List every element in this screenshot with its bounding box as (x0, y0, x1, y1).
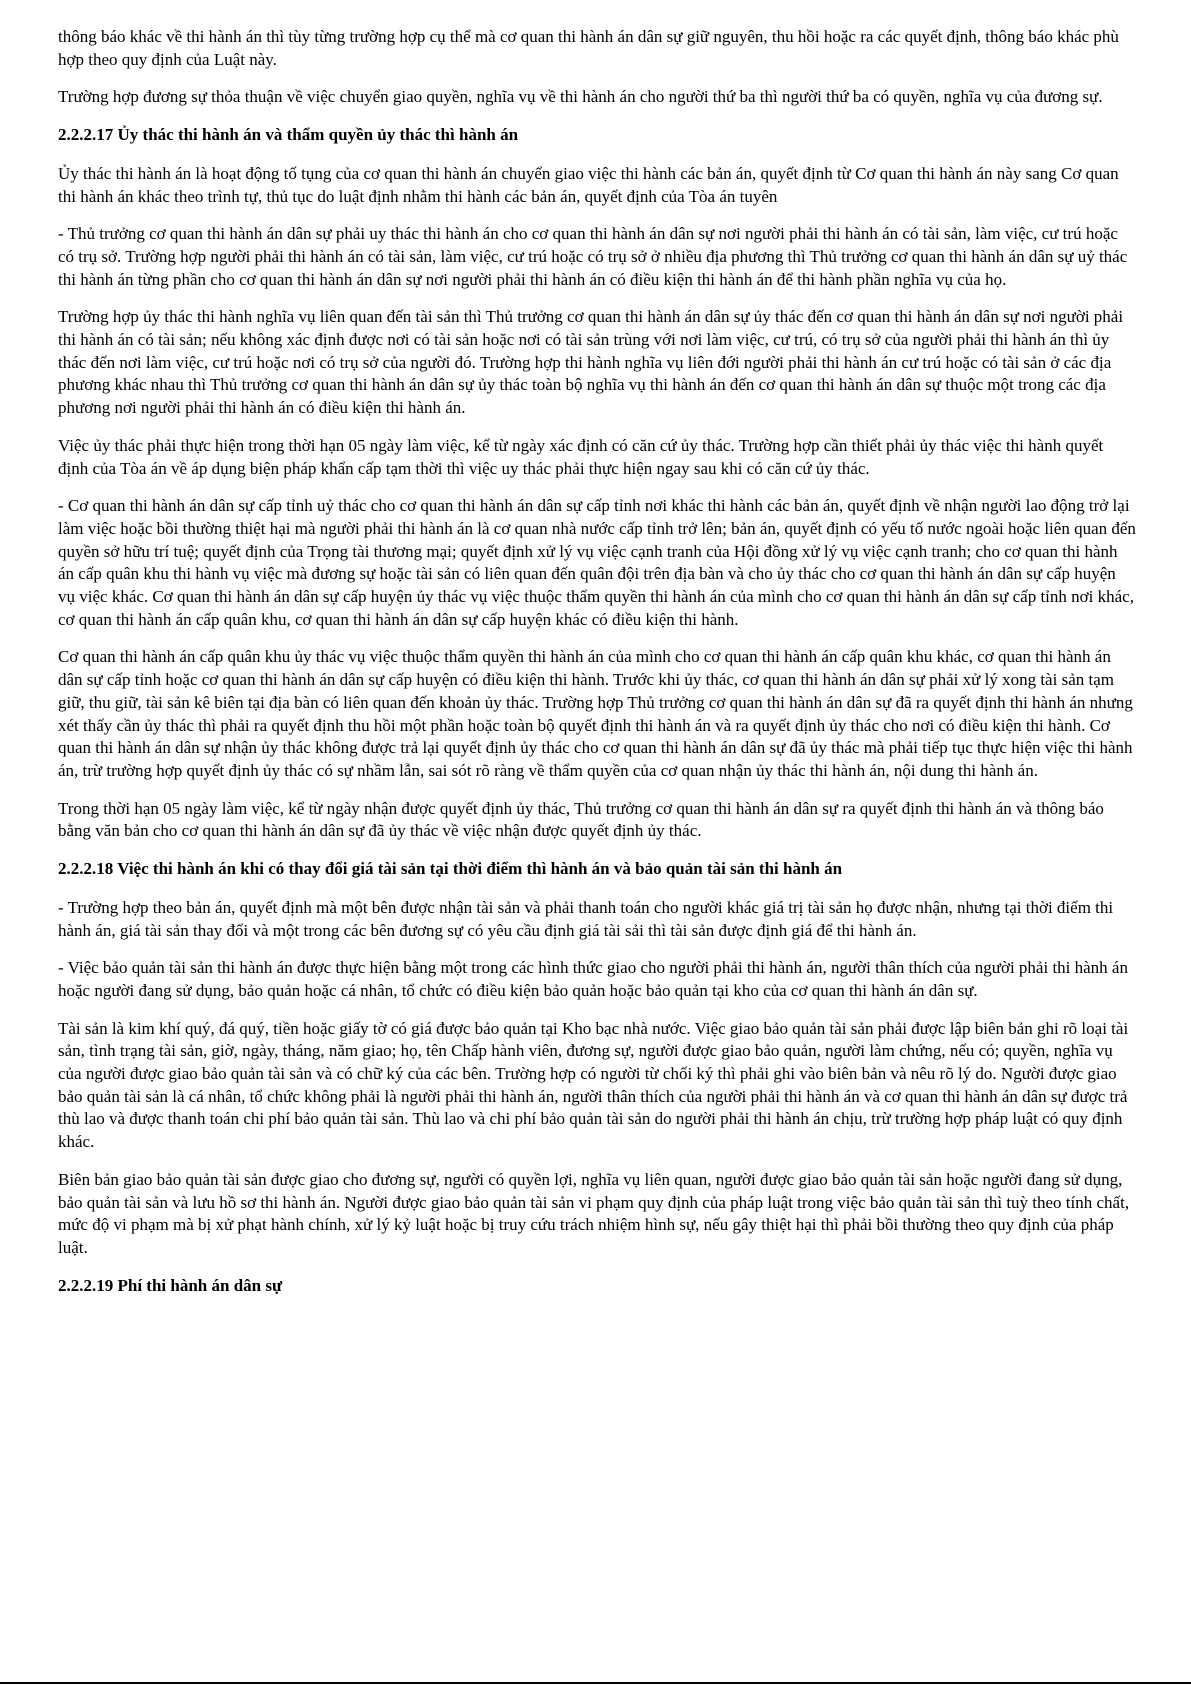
section-heading: 2.2.2.18 Việc thi hành án khi có thay đổi giá tài sản tại thời điểm thì hành án và bảo quản tài sản thi hành án (58, 859, 843, 879)
paragraph: Tài sản là kim khí quý, đá quý, tiền hoặc giấy tờ có giá được bảo quản tại Kho bạc nhà nước. Việc giao bảo quản tài sản phải được lập biên bản ghi rõ loại tài sản, tình trạng tài sản, giờ, ngày, tháng, năm giao; họ, tên Chấp hành viên, đương sự, người được giao bảo quản, người làm chứng, nếu có; quyền, nghĩa vụ của người được giao bảo quản tài sản và có chữ ký của các bên. Trường hợp có người từ chối ký thì phải ghi vào biên bản và nêu rõ lý do. Người được giao bảo quản tài sản là cá nhân, tổ chức không phải là người phải thi hành án, người thân thích của người phải thi hành án và cơ quan thi hành án dân sự được trả thù lao và được thanh toán chi phí bảo quản tài sản. Thù lao và chi phí bảo quản tài sản do người phải thi hành án chịu, trừ trường hợp pháp luật có quy định khác. (58, 1018, 1129, 1152)
paragraph: - Trường hợp theo bản án, quyết định mà một bên được nhận tài sản và phải thanh toán cho người khác giá trị tài sản họ được nhận, nhưng tại thời điểm thi hành án, giá tài sản thay đổi và một trong các bên đương sự có yêu cầu định giá tài sải thì tài sản được định giá để thi hành án. (58, 897, 1114, 940)
paragraph: thông báo khác về thi hành án thì tùy từng trường hợp cụ thể mà cơ quan thi hành án dân sự giữ nguyên, thu hồi hoặc ra các quyết định, thông báo khác phù hợp theo quy định của Luật này. (58, 27, 1119, 69)
paragraph: - Cơ quan thi hành án dân sự cấp tỉnh uỷ thác cho cơ quan thi hành án dân sự cấp tỉnh nơi khác thi hành các bản án, quyết định về nhận người lao động trở lại làm việc hoặc bồi thường thiệt hại mà người phải thi hành án là cơ quan nhà nước cấp tỉnh trở lên; bản án, quyết định có yếu tố nước ngoài hoặc liên quan đến quyền sở hữu trí tuệ; quyết định của Trọng tài thương mại; quyết định xử lý vụ việc cạnh tranh của Hội đồng xử lý vụ việc cạnh tranh; cho cơ quan thi hành án cấp quân khu thi hành vụ việc mà đương sự hoặc tài sản có liên quan đến quân đội trên địa bàn và cho ủy thác cho cơ quan thi hành án dân sự cấp huyện vụ việc khác. Cơ quan thi hành án dân sự cấp huyện ủy thác vụ việc thuộc thẩm quyền thi hành án của mình cho cơ quan thi hành án dân sự cấp tỉnh nơi khác, cơ quan thi hành án cấp quân khu, cơ quan thi hành án dân sự cấp huyện khác có điều kiện thi hành. (58, 496, 1136, 629)
paragraph: Ủy thác thi hành án là hoạt động tố tụng của cơ quan thi hành án chuyển giao việc thi hành các bản án, quyết định từ Cơ quan thi hành án này sang Cơ quan thi hành án khác theo trình tự, thủ tục do luật định nhằm thi hành các bản án, quyết định của Tòa án tuyên (58, 163, 1119, 206)
page-bottom-rule (0, 1682, 1191, 1684)
paragraph: Trường hợp đương sự thỏa thuận về việc chuyển giao quyền, nghĩa vụ về thi hành án cho người thứ ba thì người thứ ba có quyền, nghĩa vụ của đương sự. (58, 87, 1103, 107)
paragraph: Biên bản giao bảo quản tài sản được giao cho đương sự, người có quyền lợi, nghĩa vụ liên quan, người được giao bảo quản tài sản hoặc người đang sử dụng, bảo quản tài sản và lưu hồ sơ thi hành án. Người được giao bảo quản tài sản vi phạm quy định của pháp luật trong việc bảo quản tài sản thì tuỳ theo tính chất, mức độ vi phạm mà bị xử phạt hành chính, xử lý kỷ luật hoặc bị truy cứu trách nhiệm hình sự, nếu gây thiệt hại thì phải bồi thường theo quy định của pháp luật. (58, 1169, 1130, 1257)
paragraph: Cơ quan thi hành án cấp quân khu ủy thác vụ việc thuộc thẩm quyền thi hành án của mình cho cơ quan thi hành án cấp quân khu khác, cơ quan thi hành án dân sự cấp tỉnh hoặc cơ quan thi hành án dân sự cấp huyện có điều kiện thi hành. Trước khi ủy thác, cơ quan thi hành án dân sự phải xử lý xong tài sản tạm giữ, thu giữ, tài sản kê biên tại địa bàn có liên quan đến khoản ủy thác. Trường hợp Thủ trưởng cơ quan thi hành án dân sự đã ra quyết định thi hành án nhưng xét thấy cần ủy thác thì phải ra quyết định thu hồi một phần hoặc toàn bộ quyết định thi hành án và ra quyết định ủy thác cho nơi có điều kiện thi hành. Cơ quan thi hành án dân sự nhận ủy thác không được trả lại quyết định ủy thác cho cơ quan thi hành án dân sự đã ủy thác mà phải tiếp tục thực hiện việc thi hành án, trừ trường hợp quyết định ủy thác có sự nhầm lẫn, sai sót rõ ràng về thẩm quyền của cơ quan nhận ủy thác thi hành án, nội dung thi hành án. (58, 647, 1133, 780)
paragraph: Trường hợp ủy thác thi hành nghĩa vụ liên quan đến tài sản thì Thủ trưởng cơ quan thi hành án dân sự ủy thác đến cơ quan thi hành án dân sự nơi người phải thi hành án có tài sản; nếu không xác định được nơi có tài sản hoặc nơi có tài sản trùng với nơi làm việc, cư trú, có trụ sở của người phải thi hành án thì ủy thác đến nơi làm việc, cư trú hoặc nơi có trụ sở của người đó. Trường hợp thi hành nghĩa vụ liên đới người phải thi hành án cư trú hoặc có tài sản ở các địa phương khác nhau thì Thủ trưởng cơ quan thi hành án dân sự ủy thác toàn bộ nghĩa vụ thi hành án đến cơ quan thi hành án dân sự thuộc một trong các địa phương nơi người phải thi hành án có điều kiện thi hành án. (58, 307, 1124, 418)
paragraph: Việc ủy thác phải thực hiện trong thời hạn 05 ngày làm việc, kể từ ngày xác định có căn cứ ủy thác. Trường hợp cần thiết phải ủy thác việc thi hành quyết định của Tòa án về áp dụng biện pháp khẩn cấp tạm thời thì việc uy thác phải thực hiện ngay sau khi có căn cứ ủy thác. (58, 435, 1104, 478)
paragraph: Trong thời hạn 05 ngày làm việc, kể từ ngày nhận được quyết định ủy thác, Thủ trưởng cơ quan thi hành án dân sự ra quyết định thi hành án và thông báo bằng văn bản cho cơ quan thi hành án dân sự đã ủy thác về việc nhận được quyết định ủy thác. (58, 798, 1104, 841)
paragraph: - Việc bảo quản tài sản thi hành án được thực hiện bằng một trong các hình thức giao cho người phải thi hành án, người thân thích của người phải thi hành án hoặc người đang sử dụng, bảo quản hoặc cá nhân, tổ chức có điều kiện bảo quản hoặc bảo quản tại kho của cơ quan thi hành án dân sự. (58, 958, 1128, 1000)
section-heading: 2.2.2.19 Phí thi hành án dân sự (58, 1275, 283, 1295)
document-page (58, 26, 1136, 1313)
paragraph: - Thủ trưởng cơ quan thi hành án dân sự phải uy thác thi hành án cho cơ quan thi hành án dân sự nơi người phải thi hành án có tài sản, làm việc, cư trú hoặc có trụ sở. Trường hợp người phải thi hành án có tài sản, làm việc, cư trú hoặc có trụ sở ở nhiều địa phương thì Thủ trưởng cơ quan thi hành án dân sự uỷ thác thi hành án từng phần cho cơ quan thi hành án dân sự nơi người phải thi hành án có điều kiện thi hành án để thi hành phần nghĩa vụ của họ. (58, 224, 1128, 289)
section-heading: 2.2.2.17 Ủy thác thi hành án và thẩm quyền ủy thác thì hành án (58, 125, 519, 145)
